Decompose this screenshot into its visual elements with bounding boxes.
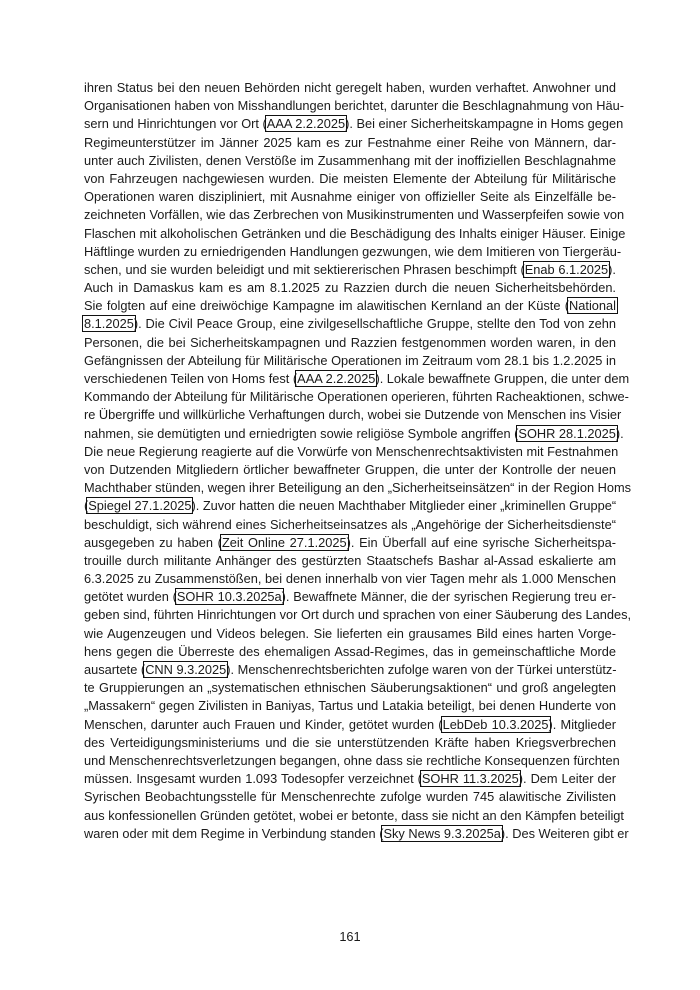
text-segment: müssen. Insgesamt wurden 1.093 Todesopfer verzeichnet ( xyxy=(84,771,422,787)
text-segment: ). Die Civil Peace Group, eine zivilgesellschaftliche Gruppe, stellte den Tod von zehn xyxy=(133,316,616,332)
citation-link[interactable]: National xyxy=(569,298,616,314)
text-segment: ). Ein Überfall auf eine syrische Sicherheitspa- xyxy=(346,534,616,550)
citation-link[interactable]: SOHR 11.3.2025 xyxy=(421,771,519,787)
text-line xyxy=(84,697,616,715)
text-line xyxy=(84,479,632,497)
text-line xyxy=(84,206,625,224)
text-segment: ). xyxy=(608,261,616,277)
text-segment: te Gruppierungen an „systematischen ethnischen Säuberungsaktionen“ und groß angelegten xyxy=(84,680,616,696)
text-segment: ihren Status bei den neuen Behörden nicht geregelt haben, wurden verhaftet. Anwohner und xyxy=(84,80,616,95)
text-line xyxy=(84,188,616,206)
text-line xyxy=(84,570,616,588)
citation-link[interactable]: CNN 9.3.2025 xyxy=(145,662,227,677)
text-line xyxy=(84,388,629,406)
text-segment: ausgegeben zu haben ( xyxy=(84,534,222,550)
text-segment: ). Dem Leiter der xyxy=(518,771,616,787)
text-line xyxy=(84,315,616,333)
text-segment: von Dutzenden Mitgliedern örtlicher bewaffneter Gruppen, die unter der Kontrolle der neuen xyxy=(84,461,616,477)
text-line xyxy=(84,97,624,115)
text-segment: waren oder mit dem Regime in Verbindung standen ( xyxy=(84,825,384,841)
text-segment: nahmen, sie demütigten und erniedrigten sowie religiöse Symbole angriffen ( xyxy=(84,425,519,441)
text-line xyxy=(84,606,632,624)
citation-link[interactable]: Enab 6.1.2025 xyxy=(524,261,609,277)
text-line xyxy=(84,516,616,534)
text-line xyxy=(84,370,630,388)
citation-link[interactable]: Spiegel 27.1.2025 xyxy=(88,498,192,514)
text-segment: 6.3.2025 zu Zusammenstößen, bei denen innerhalb von vier Tagen mehr als 1.000 Menschen xyxy=(84,571,616,587)
text-segment: ). Bewaffnete Männer, die der syrischen Regierung treu er- xyxy=(281,589,616,605)
citation-link[interactable]: Sky News 9.3.2025a xyxy=(383,825,501,841)
text-segment: ( xyxy=(84,498,89,514)
text-line xyxy=(84,297,616,315)
text-line xyxy=(84,807,624,825)
body-paragraph xyxy=(84,79,632,843)
text-line xyxy=(84,443,619,461)
citation-link[interactable]: AAA 2.2.2025 xyxy=(266,116,346,132)
text-line xyxy=(84,170,616,188)
text-segment: aus konfessionellen Gründen getötet, wobei er betonte, dass sie nicht an den Kämpfen beteiligt xyxy=(84,807,624,823)
text-segment: ausartete ( xyxy=(84,662,146,677)
text-line xyxy=(84,770,616,788)
text-line xyxy=(84,134,616,152)
text-line xyxy=(84,497,616,515)
citation-link[interactable]: LebDeb 10.3.2025 xyxy=(442,716,549,732)
citation-link[interactable]: AAA 2.2.2025 xyxy=(297,371,376,386)
text-line xyxy=(84,279,616,297)
text-segment: ). Mitglieder xyxy=(548,716,617,732)
text-segment: Kommando der Abteilung für Militärische Operationen operieren, führten Racheaktionen, schwe- xyxy=(84,389,629,405)
text-line xyxy=(84,661,616,679)
text-line xyxy=(84,115,624,133)
text-line xyxy=(84,425,624,443)
citation-link[interactable]: SOHR 10.3.2025a xyxy=(176,589,282,605)
text-segment: Gefängnissen der Abteilung für Militärische Operationen im Zeitraum vom 28.1 bis 1.2.2025 in xyxy=(84,352,616,368)
text-segment: Organisationen haben von Misshandlungen berichtet, darunter die Beschlagnahmung von Häu- xyxy=(84,98,624,114)
text-segment: schen, und sie wurden beleidigt und mit sektiererischen Phrasen beschimpft ( xyxy=(84,261,525,277)
text-segment: geben sind, führten Hinrichtungen vor Ort durch und sprachen von einer Säuberung des Landes, xyxy=(84,607,632,623)
text-line xyxy=(84,406,622,424)
text-segment: des Verteidigungsministeriums und die sie unterstützenden Kräfte haben Kriegsverbrechen xyxy=(84,734,616,750)
text-segment: re Übergriffe und willkürliche Verhaftungen durch, wobei sie Dutzende von Menschen ins Visier xyxy=(84,407,622,423)
text-segment: „Massakern“ gegen Zivilisten in Baniyas, Tartus und Latakia beteiligt, bei denen Hunderte von xyxy=(84,698,616,714)
text-segment: Syrischen Beobachtungsstelle für Menschenrechte zufolge wurden 745 alawitische Zivilisten xyxy=(84,789,616,805)
text-line xyxy=(84,752,620,770)
text-line xyxy=(84,716,616,734)
text-segment: ). Menschenrechtsberichten zufolge waren von der Türkei unterstütz- xyxy=(226,662,617,677)
text-line xyxy=(84,225,626,243)
citation-link[interactable]: 8.1.2025 xyxy=(84,316,134,332)
text-segment: Sie folgten auf eine dreiwöchige Kampagne im alawitischen Kernland an der Küste ( xyxy=(84,298,570,314)
text-line xyxy=(84,352,616,370)
text-line xyxy=(84,552,616,570)
text-segment: verschiedenen Teilen von Homs fest ( xyxy=(84,371,298,386)
text-segment: Operationen waren diszipliniert, mit Ausnahme einiger von offizieller Seite als Einzelfälle be- xyxy=(84,189,616,205)
text-segment: von Fahrzeugen nachgewiesen wurden. Die meisten Elemente der Abteilung für Militärische xyxy=(84,170,616,186)
text-segment: Menschen, darunter auch Frauen und Kinder, getötet wurden ( xyxy=(84,716,443,732)
text-segment: Regimeunterstützer im Jänner 2025 kam es zur Festnahme einer Reihe von Männern, dar- xyxy=(84,134,616,150)
text-line xyxy=(84,825,629,843)
text-segment: wie Augenzeugen und Videos belegen. Sie lieferten ein grausames Bild eines harten Vorge- xyxy=(84,625,616,641)
text-segment: sern und Hinrichtungen vor Ort ( xyxy=(84,116,267,132)
text-segment: zeichneten Vorfällen, wie das Zerbrechen von Musikinstrumenten und Wasserpfeifen sowie von xyxy=(84,207,625,223)
text-segment: ). Lokale bewaffnete Gruppen, die unter dem xyxy=(375,371,630,386)
text-line xyxy=(84,625,616,643)
text-segment: hens gegen die Überreste des ehemaligen Assad-Regimes, das in gemeinschaftliche Morde xyxy=(84,643,616,659)
text-segment: beschuldigt, sich während eines Sicherheitseinsatzes als „Angehörige der Sicherheitsdienste“ xyxy=(84,516,616,532)
text-line xyxy=(84,334,616,352)
text-segment: trouille durch militante Anhänger des gestürzten Staatschefs Bashar al-Assad eskalierte am xyxy=(84,552,616,568)
citation-link[interactable]: Zeit Online 27.1.2025 xyxy=(221,534,347,550)
text-line xyxy=(84,534,616,552)
text-line xyxy=(84,679,616,697)
text-segment: Auch in Damaskus kam es am 8.1.2025 zu Razzien durch die neuen Sicherheitsbehörden. xyxy=(84,280,616,296)
text-line xyxy=(84,461,616,479)
text-line xyxy=(84,588,616,606)
text-line xyxy=(84,734,616,752)
text-segment: Häftlinge wurden zu erniedrigenden Handlungen gezwungen, wie dem Imitieren von Tiergeräu- xyxy=(84,243,622,259)
text-segment: Personen, die bei Sicherheitskampagnen und Razzien festgenommen worden waren, in den xyxy=(84,334,616,350)
text-line xyxy=(84,261,616,279)
text-segment: ). Bei einer Sicherheitskampagne in Homs gegen xyxy=(345,116,624,132)
text-segment: unter auch Zivilisten, denen Verstöße im Zusammenhang mit der inoffiziellen Beschlagnahme xyxy=(84,152,616,168)
text-segment: ). Des Weiteren gibt er xyxy=(500,825,629,841)
text-segment: getötet wurden ( xyxy=(84,589,177,605)
text-segment: ). Zuvor hatten die neuen Machthaber Mitglieder einer „kriminellen Gruppe“ xyxy=(191,498,617,514)
text-segment: Flaschen mit alkoholischen Getränken und die Beschädigung des Inhalts einiger Häuser. Einige xyxy=(84,225,626,241)
text-segment: Machthaber stünden, wegen ihrer Beteiligung an den „Sicherheitseinsätzen“ in der Region Homs xyxy=(84,480,632,496)
text-segment: Die neue Regierung reagierte auf die Vorwürfe von Menschenrechtsaktivisten mit Festnahmen xyxy=(84,443,619,459)
page-number: 161 xyxy=(339,929,361,944)
text-line xyxy=(84,243,622,261)
text-segment: ). xyxy=(615,425,624,441)
text-segment: und Menschenrechtsverletzungen begangen, ohne dass sie rechtliche Konsequenzen fürchten xyxy=(84,752,620,768)
text-line xyxy=(84,152,616,170)
citation-link[interactable]: SOHR 28.1.2025 xyxy=(518,425,616,441)
text-line xyxy=(84,79,616,97)
text-line xyxy=(84,643,616,661)
text-line xyxy=(84,788,616,806)
